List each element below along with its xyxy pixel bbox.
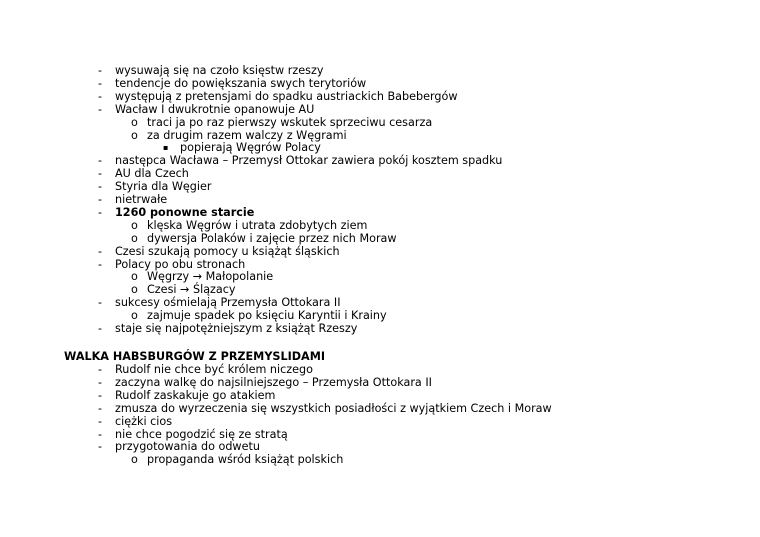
- bullet-marker: -: [98, 244, 103, 258]
- list-item: tendencje do powiększania swych terytoriów: [115, 76, 367, 90]
- list-item: Rudolf nie chce być królem niczego: [115, 363, 313, 376]
- list-item: zajmuje spadek po księciu Karyntii i Krainy: [147, 309, 387, 323]
- list-item: Węgrzy → Małopolanie: [147, 270, 274, 284]
- list-item: Polacy po obu stronach: [115, 257, 246, 271]
- bullet-marker: o: [131, 270, 138, 284]
- list-item: występują z pretensjami do spadku austriackich Babebergów: [115, 89, 458, 103]
- bullet-marker: o: [131, 309, 138, 323]
- list-item: Styria dla Węgier: [115, 180, 212, 194]
- bullet-marker: o: [131, 128, 138, 142]
- list-item: Wacław I dwukrotnie opanowuje AU: [115, 102, 315, 116]
- list-item: zaczyna walkę do najsilniejszego – Przemysła Ottokara II: [115, 375, 432, 389]
- bullet-marker: -: [98, 401, 103, 415]
- bullet-marker: -: [98, 180, 103, 194]
- section-heading: WALKA HABSBURGÓW Z PRZEMYSLIDAMI: [64, 350, 326, 363]
- list-item: staje się najpotężniejszym z książąt Rzeszy: [115, 322, 358, 335]
- list-item: Czesi szukają pomocy u książąt śląskich: [115, 244, 340, 258]
- bullet-marker: -: [98, 414, 103, 428]
- bullet-marker: -: [98, 102, 103, 116]
- list-item: Rudolf zaskakuje go atakiem: [115, 388, 276, 402]
- bullet-marker: o: [131, 283, 138, 297]
- list-item: nietrwałe: [115, 193, 168, 206]
- bullet-marker: o: [131, 231, 138, 245]
- list-item: wysuwają się na czoło księstw rzeszy: [115, 64, 324, 77]
- list-item: dywersja Polaków i zajęcie przez nich Moraw: [147, 231, 397, 245]
- list-item: klęska Węgrów i utrata zdobytych ziem: [147, 218, 368, 232]
- bullet-marker: ▪: [163, 143, 169, 153]
- list-item: ciężki cios: [115, 414, 173, 428]
- bullet-marker: -: [98, 64, 103, 77]
- bullet-marker: -: [98, 76, 103, 90]
- bullet-marker: -: [98, 322, 103, 335]
- list-item: propaganda wśród książąt polskich: [147, 453, 344, 467]
- bullet-marker: -: [98, 388, 103, 402]
- list-item: Czesi → Ślązacy: [147, 283, 236, 297]
- list-item: za drugim razem walczy z Węgrami: [147, 128, 347, 142]
- bullet-marker: -: [98, 167, 103, 181]
- bullet-marker: -: [98, 257, 103, 271]
- bullet-marker: -: [98, 296, 103, 310]
- bullet-marker: -: [98, 205, 103, 219]
- bullet-marker: o: [131, 453, 138, 467]
- list-item: następca Wacława – Przemysł Ottokar zawiera pokój kosztem spadku: [115, 154, 503, 168]
- list-item: popierają Węgrów Polacy: [180, 141, 321, 155]
- list-item: AU dla Czech: [115, 167, 189, 181]
- list-item: przygotowania do odwetu: [115, 440, 260, 454]
- bullet-marker: o: [131, 115, 138, 129]
- list-item: zmusza do wyrzeczenia się wszystkich posiadłości z wyjątkiem Czech i Moraw: [115, 401, 552, 415]
- bullet-marker: -: [98, 375, 103, 389]
- list-item: sukcesy ośmielają Przemysła Ottokara II: [115, 296, 341, 310]
- list-item: 1260 ponowne starcie: [115, 205, 255, 219]
- bullet-marker: -: [98, 427, 103, 441]
- bullet-marker: -: [98, 363, 103, 376]
- bullet-marker: o: [131, 218, 138, 232]
- bullet-marker: -: [98, 193, 103, 206]
- bullet-marker: -: [98, 89, 103, 103]
- list-item: nie chce pogodzić się ze stratą: [115, 427, 288, 441]
- list-item: traci ja po raz pierwszy wskutek sprzeciwu cesarza: [147, 115, 433, 129]
- bullet-marker: -: [98, 154, 103, 168]
- bullet-marker: -: [98, 440, 103, 454]
